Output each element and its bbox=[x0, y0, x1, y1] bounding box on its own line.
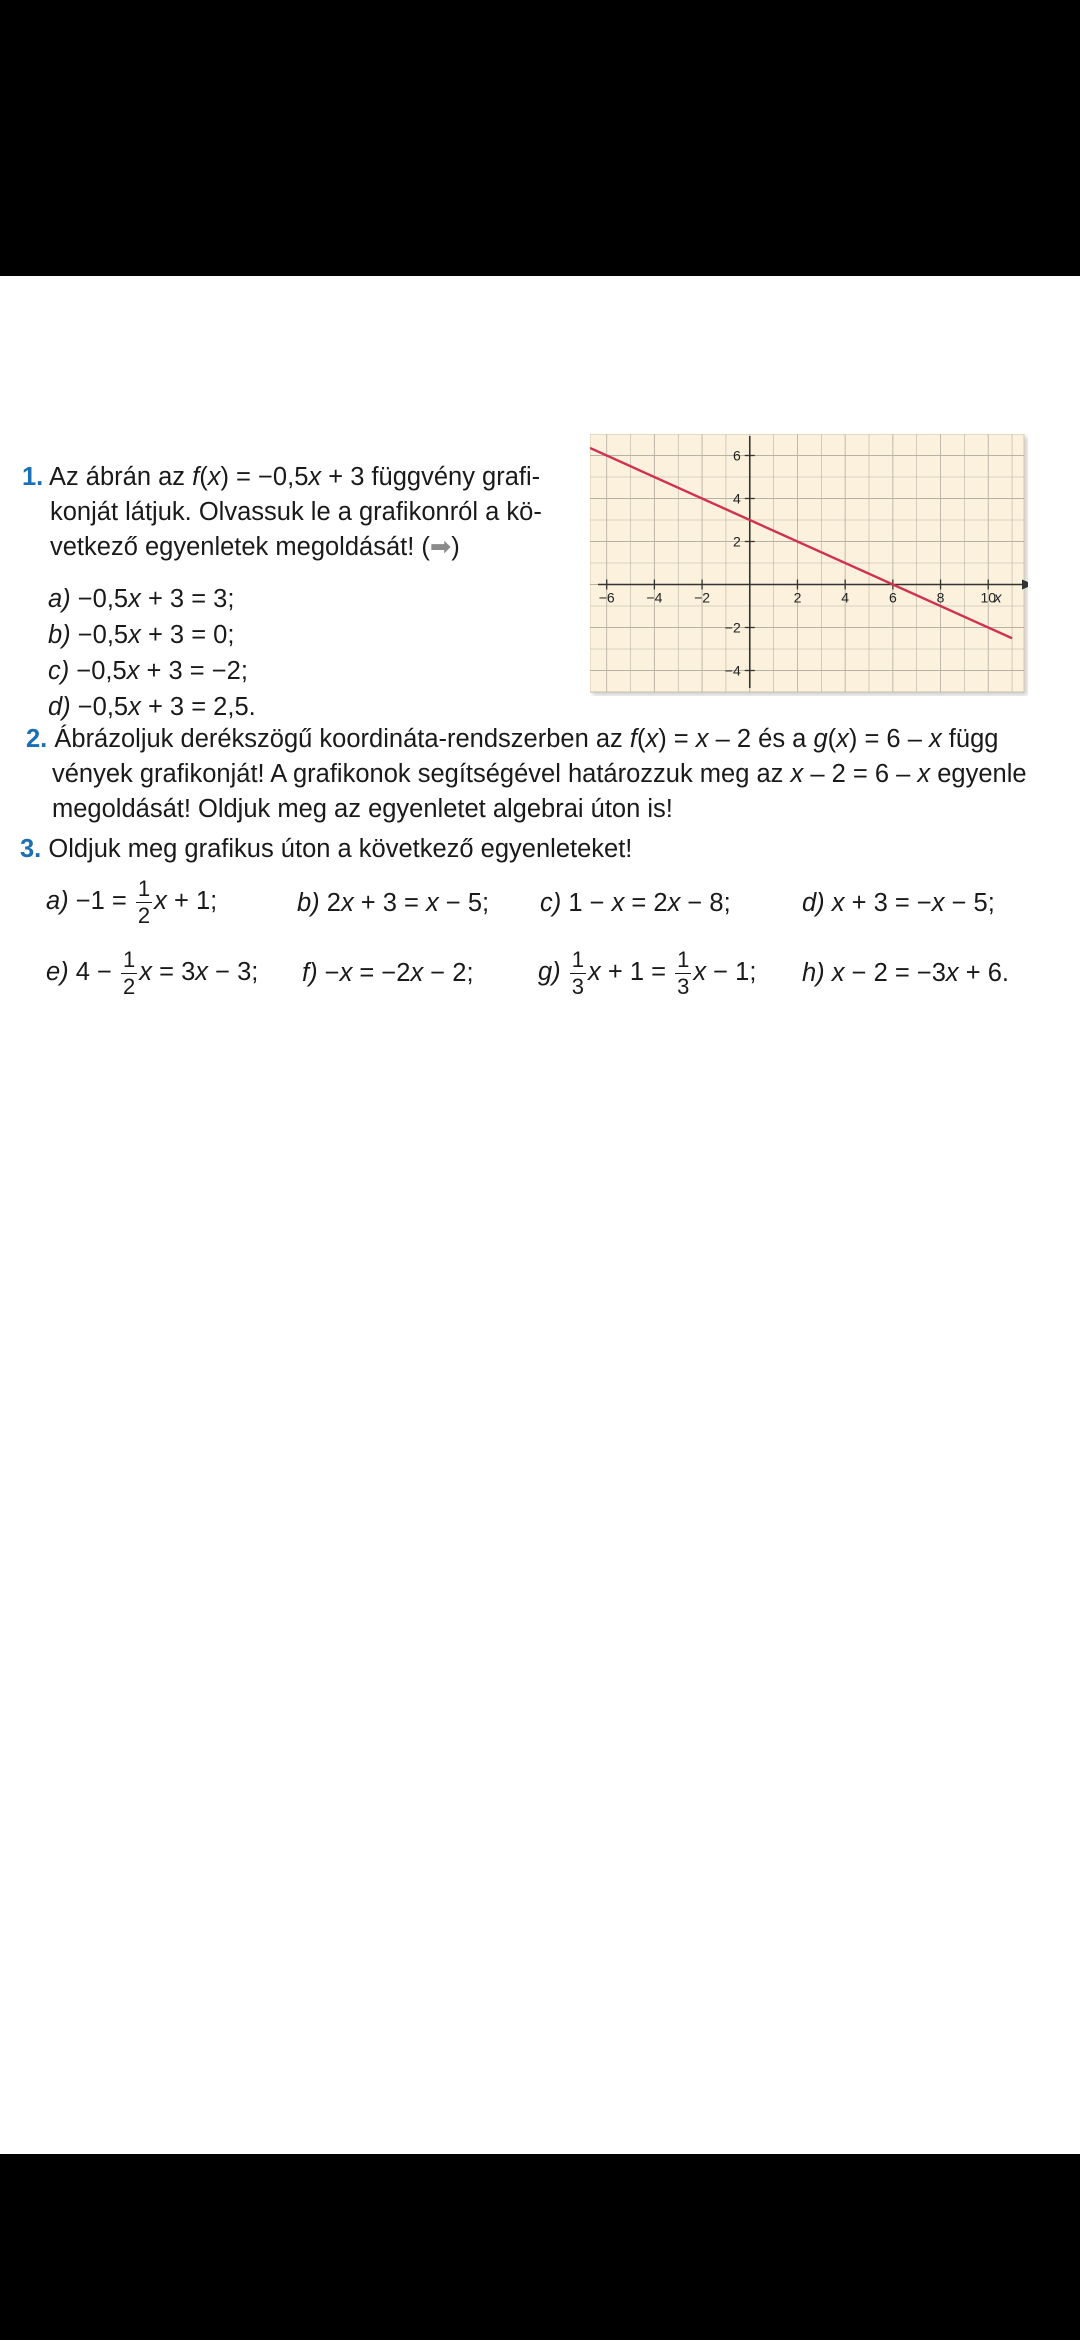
text: x bbox=[836, 725, 849, 753]
text: −0,5 bbox=[70, 621, 129, 649]
text: x bbox=[139, 958, 153, 987]
problem-1-number: 1. bbox=[22, 463, 44, 491]
problem-3-number: 3. bbox=[20, 835, 42, 863]
text: vények grafikonját! A grafikonok segítségével határozzuk meg az bbox=[52, 760, 791, 788]
x-tick-label: −6 bbox=[598, 589, 615, 606]
equation-b bbox=[297, 886, 489, 921]
y-tick-label: 4 bbox=[732, 490, 741, 507]
item-label: b) bbox=[48, 621, 71, 649]
text: x bbox=[410, 959, 424, 987]
y-tick-label: −2 bbox=[724, 619, 741, 636]
item-label: d) bbox=[802, 889, 825, 917]
x-tick-label: 10 bbox=[980, 589, 997, 606]
text: x bbox=[790, 760, 804, 788]
text: = 3 bbox=[152, 958, 196, 987]
text: x bbox=[128, 621, 141, 649]
text: + 6. bbox=[958, 959, 1009, 987]
text: + 3 = 3; bbox=[140, 585, 235, 613]
text: ( bbox=[636, 725, 646, 753]
text: − 5; bbox=[944, 889, 995, 917]
text: x bbox=[667, 889, 681, 917]
text: + 3 = − bbox=[844, 889, 932, 917]
text: + 3 = bbox=[353, 889, 427, 917]
text: x bbox=[207, 463, 221, 491]
numerator: 1 bbox=[123, 947, 136, 972]
text: x bbox=[645, 725, 659, 753]
item-label: f) bbox=[302, 959, 318, 987]
x-axis-arrow bbox=[1022, 580, 1028, 590]
equation-f bbox=[302, 956, 474, 991]
x-tick-label: 8 bbox=[936, 589, 945, 606]
textbook-page bbox=[0, 276, 1080, 2154]
item-label: e) bbox=[46, 958, 69, 987]
y-tick-label: 2 bbox=[732, 533, 741, 550]
equation-g bbox=[538, 949, 756, 998]
text: x bbox=[308, 463, 322, 491]
x-axis-label: x bbox=[994, 589, 1002, 607]
problem-1-item-c bbox=[48, 654, 248, 689]
text: − 2 = −3 bbox=[844, 959, 946, 987]
text: ) = 6 – bbox=[848, 725, 929, 753]
problem-1-item-b bbox=[48, 618, 234, 653]
arrow-right-icon: ➡ bbox=[429, 533, 452, 561]
item-label: a) bbox=[46, 887, 69, 916]
text: −0,5 bbox=[69, 657, 127, 685]
problem-3-title: Oldjuk meg grafikus úton a következő egyenleteket! bbox=[48, 835, 633, 863]
text: Az ábrán az bbox=[48, 463, 193, 491]
text: ) = bbox=[658, 725, 696, 753]
text: 1 − bbox=[561, 889, 612, 917]
function-graph bbox=[590, 434, 1028, 696]
text: x bbox=[339, 959, 353, 987]
text: = 2 bbox=[624, 889, 668, 917]
text: −0,5 bbox=[70, 693, 129, 721]
denominator: 3 bbox=[677, 974, 690, 999]
x-tick-label: 4 bbox=[841, 589, 850, 606]
text: ( bbox=[827, 725, 837, 753]
item-label: g) bbox=[538, 958, 561, 987]
item-label: a) bbox=[48, 585, 71, 613]
text: függ bbox=[941, 725, 999, 753]
text: x bbox=[831, 959, 845, 987]
problem-2-number: 2. bbox=[26, 725, 48, 753]
text bbox=[825, 889, 832, 917]
text: g bbox=[813, 725, 828, 753]
problem-1-line-3 bbox=[50, 530, 460, 565]
text: f bbox=[629, 725, 637, 753]
denominator: 3 bbox=[571, 974, 585, 999]
text: x bbox=[611, 889, 625, 917]
top-black-bar bbox=[0, 0, 1080, 276]
fraction bbox=[121, 949, 137, 998]
problem-2-line-3: megoldását! Oldjuk meg az egyenletet algebrai úton is! bbox=[52, 795, 673, 823]
text: x bbox=[931, 889, 945, 917]
text: − 5; bbox=[438, 889, 490, 917]
text: + 3 függvény grafi- bbox=[321, 463, 541, 491]
text: f bbox=[192, 463, 200, 491]
text: x bbox=[128, 585, 141, 613]
text: x bbox=[154, 887, 167, 916]
text: + 3 = 0; bbox=[140, 621, 235, 649]
text: x bbox=[340, 889, 354, 917]
text: – 2 = 6 – bbox=[803, 760, 918, 788]
text: 2 bbox=[319, 889, 341, 917]
text: + 1; bbox=[166, 887, 218, 916]
x-tick-label: −2 bbox=[694, 589, 711, 606]
text: x bbox=[928, 725, 942, 753]
text: + 3 = 2,5. bbox=[140, 693, 256, 721]
x-tick-label: −4 bbox=[646, 589, 663, 606]
text: x bbox=[128, 693, 141, 721]
text: ( bbox=[199, 463, 208, 491]
problem-1-line-1 bbox=[22, 460, 540, 495]
text: x bbox=[426, 889, 439, 917]
equation-a bbox=[46, 878, 217, 927]
fraction bbox=[136, 878, 152, 927]
text: ) bbox=[451, 533, 460, 561]
text: vetkező egyenletek megoldását! ( bbox=[50, 533, 430, 561]
text: 4 − bbox=[68, 958, 120, 987]
x-tick-label: 6 bbox=[888, 589, 897, 606]
text: x bbox=[588, 958, 601, 987]
text: x bbox=[831, 889, 845, 917]
text: x bbox=[126, 657, 140, 685]
text: − bbox=[317, 959, 340, 987]
item-label: h) bbox=[802, 959, 825, 987]
x-tick-label: 2 bbox=[793, 589, 802, 606]
text: + 3 = −2; bbox=[139, 657, 248, 685]
text: x bbox=[945, 959, 959, 987]
numerator: 1 bbox=[677, 947, 690, 972]
problem-2-line-2 bbox=[52, 757, 1027, 792]
denominator: 2 bbox=[123, 974, 136, 999]
bottom-black-bar bbox=[0, 2154, 1080, 2340]
text: − 1; bbox=[706, 958, 757, 987]
text: −1 = bbox=[68, 887, 134, 916]
equation-h bbox=[802, 956, 1009, 991]
text: + 1 = bbox=[600, 958, 674, 987]
denominator: 2 bbox=[137, 903, 151, 928]
text: = −2 bbox=[352, 959, 411, 987]
problem-1-item-a bbox=[48, 582, 234, 617]
numerator: 1 bbox=[137, 876, 151, 901]
problem-3-title-line bbox=[20, 832, 632, 867]
text: – 2 és a bbox=[708, 725, 814, 753]
text bbox=[825, 959, 832, 987]
text: egyenle bbox=[930, 760, 1027, 788]
text: x bbox=[695, 725, 709, 753]
text: Ábrázoljuk derékszögű koordináta-rendszerben az bbox=[54, 725, 630, 753]
problem-1-item-d bbox=[48, 690, 256, 725]
fraction bbox=[570, 949, 586, 998]
text: − 3; bbox=[208, 958, 259, 987]
text: x bbox=[195, 958, 209, 987]
item-label: b) bbox=[297, 889, 320, 917]
text: −0,5 bbox=[70, 585, 129, 613]
problem-1-line-2: konját látjuk. Olvassuk le a grafikonról a kö- bbox=[50, 498, 542, 526]
fraction bbox=[675, 949, 691, 998]
text: − 2; bbox=[423, 959, 474, 987]
equation-e bbox=[46, 949, 258, 998]
equation-c bbox=[540, 886, 731, 921]
text: − 8; bbox=[680, 889, 731, 917]
y-tick-label: 6 bbox=[732, 447, 741, 464]
problem-2-line-1 bbox=[26, 722, 998, 757]
text: ) = −0,5 bbox=[220, 463, 309, 491]
y-tick-label: −4 bbox=[724, 662, 741, 679]
item-label: c) bbox=[48, 657, 70, 685]
text: x bbox=[917, 760, 931, 788]
text: x bbox=[693, 958, 707, 987]
equation-d bbox=[802, 886, 995, 921]
item-label: c) bbox=[540, 889, 562, 917]
item-label: d) bbox=[48, 693, 71, 721]
numerator: 1 bbox=[571, 947, 585, 972]
